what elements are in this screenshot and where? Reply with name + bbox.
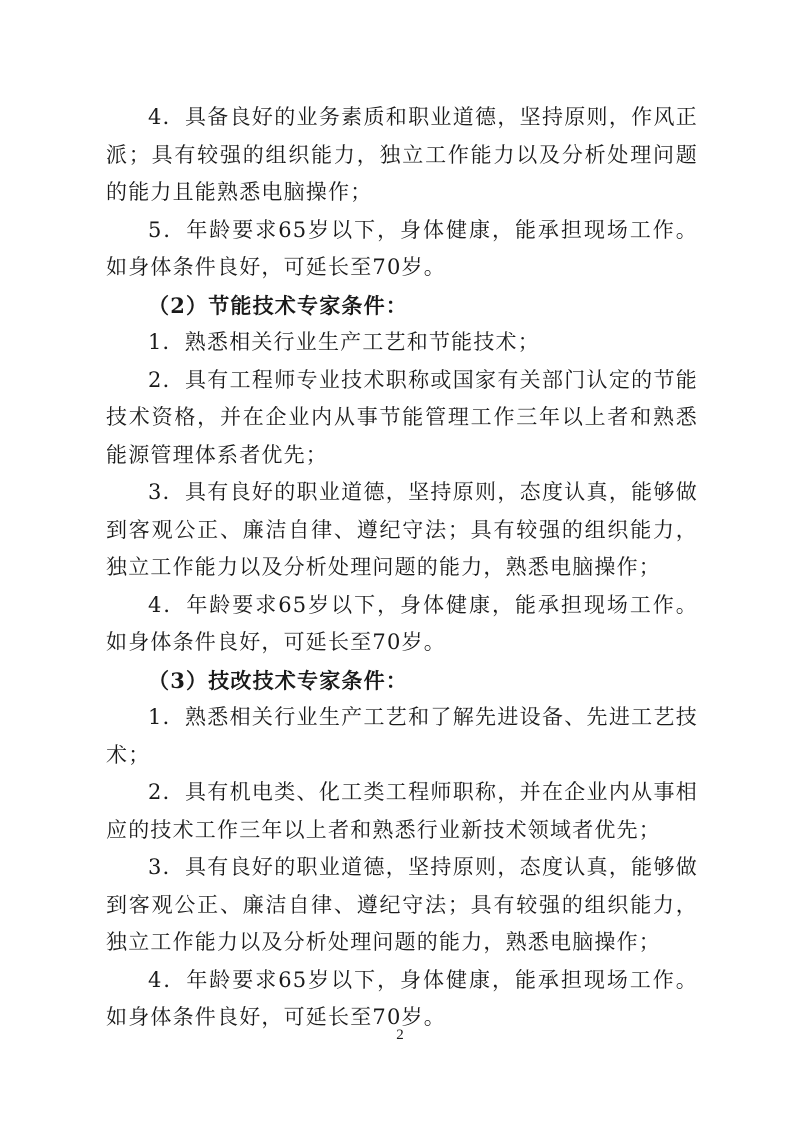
section-heading-retrofit-expert: （3）技改技术专家条件： (148, 667, 409, 693)
paragraph-retrofit-requirement-1: 1．熟悉相关行业生产工艺和了解先进设备、先进工艺技术； (106, 705, 698, 767)
paragraph-retrofit-requirement-4: 4．年龄要求65岁以下，身体健康，能承担现场工作。如身体条件良好，可延长至70岁。 (106, 967, 698, 1029)
section-heading-energy-saving-expert: （2）节能技术专家条件： (148, 292, 409, 318)
paragraph-retrofit-requirement-2: 2．具有机电类、化工类工程师职称，并在企业内从事相应的技术工作三年以上者和熟悉行业新技术领域者优先； (106, 780, 698, 842)
paragraph-requirement-5: 5．年龄要求65岁以下，身体健康，能承担现场工作。如身体条件良好，可延长至70岁。 (106, 217, 698, 279)
paragraph-requirement-4: 4．具备良好的业务素质和职业道德，坚持原则，作风正派；具有较强的组织能力，独立工作能力以及分析处理问题的能力且能熟悉电脑操作； (106, 105, 698, 204)
page-number: 2 (396, 1027, 404, 1043)
paragraph-energy-requirement-2: 2．具有工程师专业技术职称或国家有关部门认定的节能技术资格，并在企业内从事节能管理工作三年以上者和熟悉能源管理体系者优先； (106, 367, 698, 467)
document-body (106, 99, 698, 1037)
paragraph-energy-requirement-4: 4．年龄要求65岁以下，身体健康，能承担现场工作。如身体条件良好，可延长至70岁。 (106, 592, 698, 654)
paragraph-energy-requirement-1: 1．熟悉相关行业生产工艺和节能技术； (148, 330, 540, 354)
paragraph-retrofit-requirement-3: 3．具有良好的职业道德，坚持原则，态度认真，能够做到客观公正、廉洁自律、遵纪守法；具有较强的组织能力，独立工作能力以及分析处理问题的能力，熟悉电脑操作； (106, 855, 698, 954)
paragraph-energy-requirement-3: 3．具有良好的职业道德，坚持原则，态度认真，能够做到客观公正、廉洁自律、遵纪守法；具有较强的组织能力，独立工作能力以及分析处理问题的能力，熟悉电脑操作； (106, 480, 698, 579)
